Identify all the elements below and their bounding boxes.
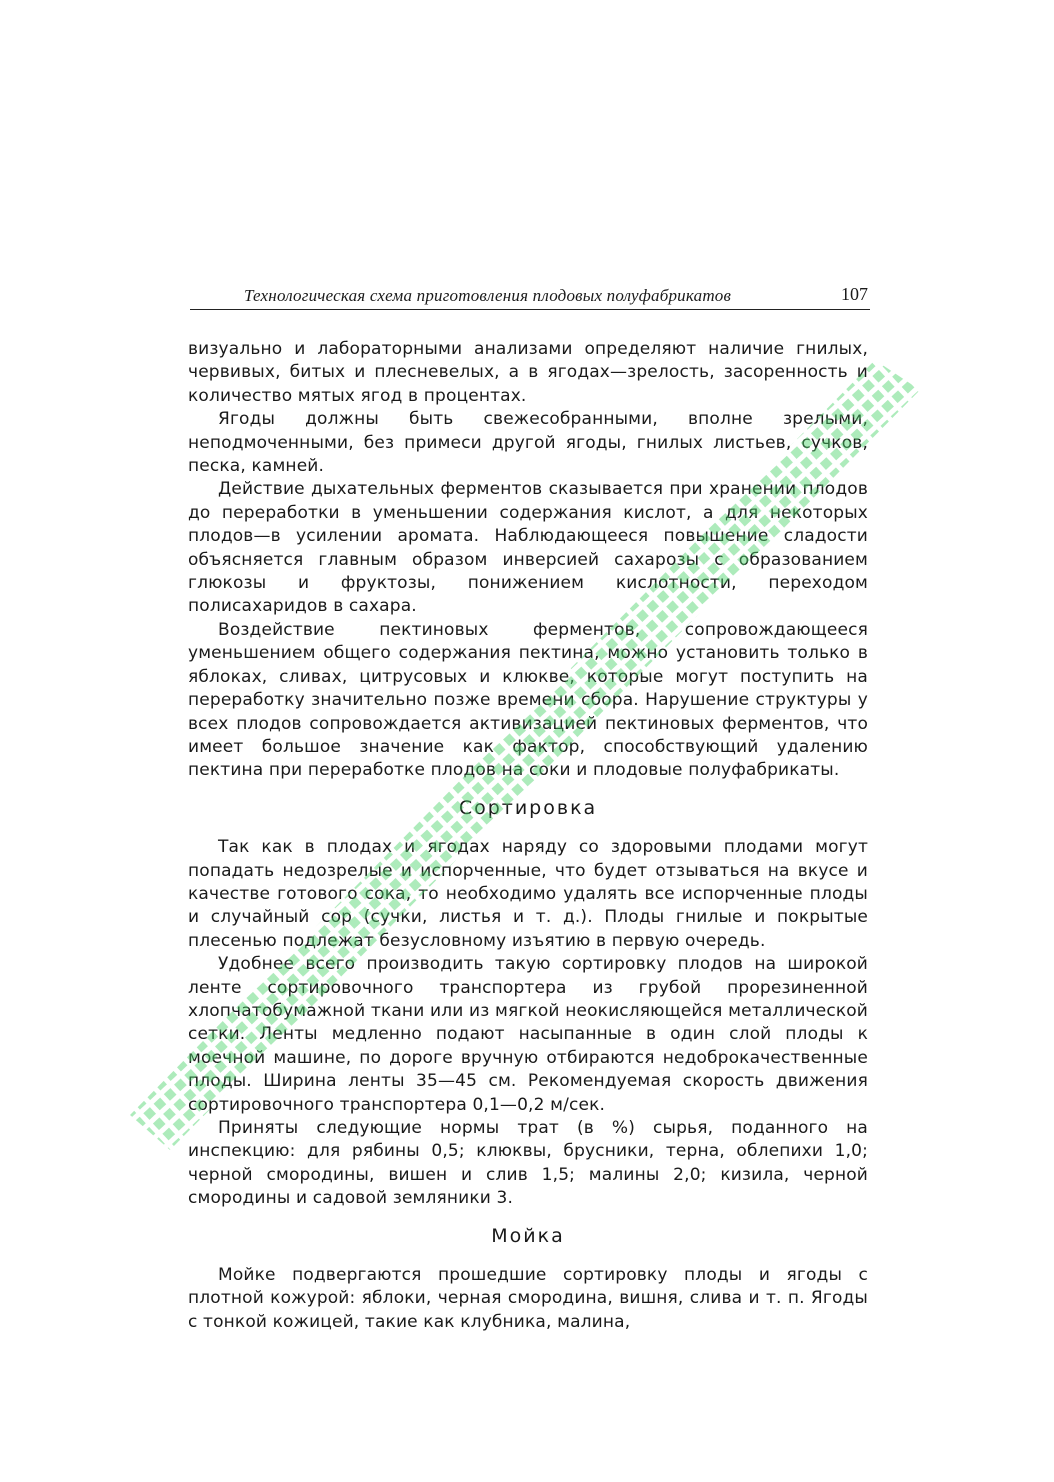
paragraph: Удобнее всего производить такую сортировку плодов на широкой ленте сортировочного транспортера из грубой прорезиненной хлопчатобумажной ткани или из мягкой неокисляющейся металлической сетки. Ленты медленно подают насыпанные в один слой плоды к моечной машине, по дороге вручную отбираются недоброкачественные плоды. Ширина ленты 35—45 см. Рекомендуемая скорость движения сортировочного транспортера 0,1—0,2 м/сек.	[188, 954, 868, 1115]
paragraph: Воздействие пектиновых ферментов, сопровождающееся уменьшением общего содержания пектина, можно установить только в яблоках, сливах, цитрусовых и клюкве, которые могут поступить на переработку значительно позже времени сбора. Нарушение структуры у всех плодов сопровождается активизацией пектиновых ферментов, что имеет большое значение как фактор, способствующий удалению пектина при переработке плодов на соки и плодовые полуфабрикаты.	[188, 619, 868, 781]
body-text	[188, 338, 868, 1334]
paragraph: Приняты следующие нормы трат (в %) сырья, поданного на инспекцию: для рябины 0,5; клюквы, брусники, терна, облепихи 1,0; черной смородины, вишен и слив 1,5; малины 2,0; кизила, черной смородины и садовой земляники 3.	[188, 1118, 868, 1209]
running-header	[190, 283, 870, 310]
paragraph: Ягоды должны быть свежесобранными, вполне зрелыми, неподмоченными, без примеси другой ягоды, гнилых листьев, сучков, песка, камней.	[188, 409, 868, 477]
section-heading-sorting: Сортировка	[458, 796, 598, 819]
paragraph: Мойке подвергаются прошедшие сортировку плоды и ягоды с плотной кожурой: яблоки, черная смородина, вишня, слива и т. п. Ягоды с тонкой кожицей, такие как клубника, малина,	[188, 1265, 868, 1332]
page-number: 107	[841, 284, 868, 304]
paragraph: Так как в плодах и ягодах наряду со здоровыми плодами могут попадать недозрелые и испорченные, что будет отзываться на вкусе и качестве готового сока, то необходимо удалять все испорченные плоды и случайный сор (сучки, листья и т. д.). Плоды гнилые и покрытые плесенью подлежат безусловному изъятию в первую очередь.	[188, 837, 868, 951]
running-title: Технологическая схема приготовления плодовых полуфабрикатов	[244, 286, 732, 305]
section-heading-washing: Мойка	[491, 1224, 565, 1247]
paragraph: Действие дыхательных ферментов сказывается при хранении плодов до переработки в уменьшении содержания кислот, а для некоторых плодов—в усилении аромата. Наблюдающееся повышение сладости объясняется главным образом инверсией сахарозы с образованием глюкозы и фруктозы, понижением кислотности, переходом полисахаридов в сахара.	[188, 479, 868, 617]
paragraph: визуально и лабораторными анализами определяют наличие гнилых, червивых, битых и плесневелых, а в ягодах—зрелость, засоренность и количество мятых ягод в процентах.	[188, 339, 868, 406]
